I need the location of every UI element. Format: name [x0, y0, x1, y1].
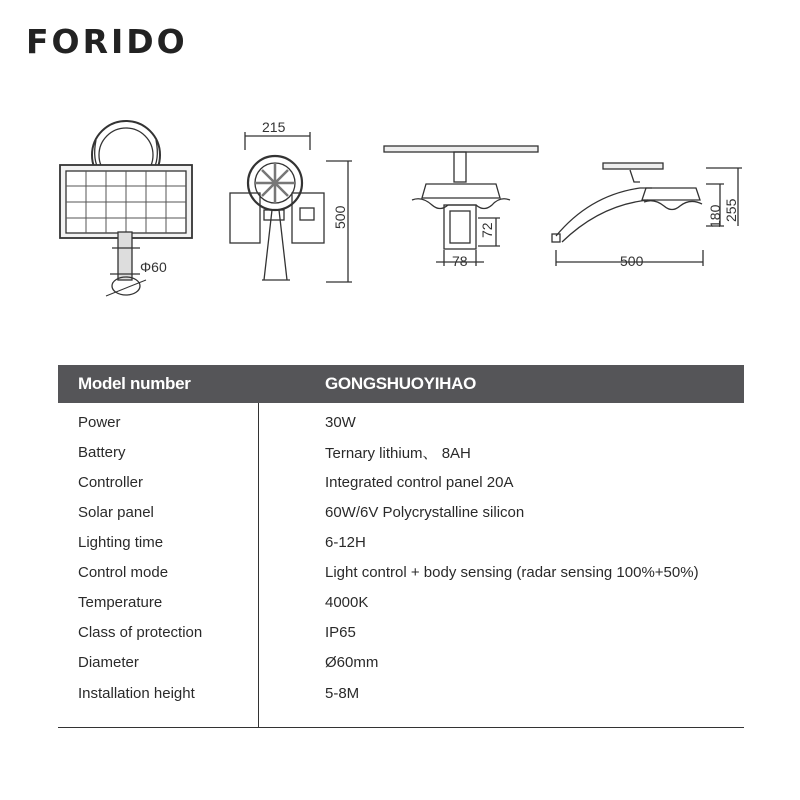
table-row: [58, 557, 744, 587]
table-row: [58, 647, 744, 677]
table-row: [58, 527, 744, 557]
row-label: Class of protection: [58, 617, 259, 647]
dim-front-height: 500: [332, 205, 348, 229]
dim-arm-height-a: 180: [707, 204, 723, 228]
row-value: 30W: [325, 413, 356, 431]
row-value: 60W/6V Polycrystalline silicon: [325, 503, 525, 521]
row-label: Solar panel: [58, 497, 259, 527]
row-label: Battery: [58, 437, 259, 467]
row-value: 5-8M: [259, 677, 745, 728]
row-label: Power: [58, 403, 259, 437]
brand-logo: FORIDO: [26, 22, 188, 61]
row-value: IP65: [325, 623, 356, 641]
header-value: GONGSHUOYIHAO: [259, 365, 745, 403]
technical-drawings: [0, 0, 800, 330]
dim-side-bracket-height: 72: [479, 222, 495, 238]
dim-front-width: 215: [262, 119, 286, 135]
row-value: Ternary lithium、 8AH: [325, 444, 471, 462]
row-value: 6-12H: [325, 533, 366, 551]
table-row: [58, 437, 744, 467]
table-row: [58, 587, 744, 617]
table-row: [58, 403, 744, 437]
drawing-side: [384, 146, 538, 266]
row-label: Installation height: [58, 677, 259, 728]
spec-table: [58, 365, 744, 728]
dim-side-bracket-width: 78: [452, 253, 468, 269]
table-row: [58, 677, 744, 728]
table-row: [58, 497, 744, 527]
row-label: Diameter: [58, 647, 259, 677]
dim-pole-diameter: Φ60: [140, 259, 167, 275]
table-header-row: [58, 365, 744, 403]
table-row: [58, 617, 744, 647]
dim-arm-length: 500: [620, 253, 644, 269]
row-value: Light control + body sensing (radar sensing 100%+50%): [325, 563, 699, 581]
drawing-perspective: [60, 121, 192, 296]
row-value: 4000K: [325, 593, 369, 611]
row-value: Integrated control panel 20A: [325, 473, 514, 491]
dim-arm-height-b: 255: [723, 198, 739, 222]
table-row: [58, 467, 744, 497]
row-label: Temperature: [58, 587, 259, 617]
header-label: Model number: [58, 365, 259, 403]
row-label: Controller: [58, 467, 259, 497]
row-label: Lighting time: [58, 527, 259, 557]
row-value: Ø60mm: [325, 653, 379, 671]
row-label: Control mode: [58, 557, 259, 587]
